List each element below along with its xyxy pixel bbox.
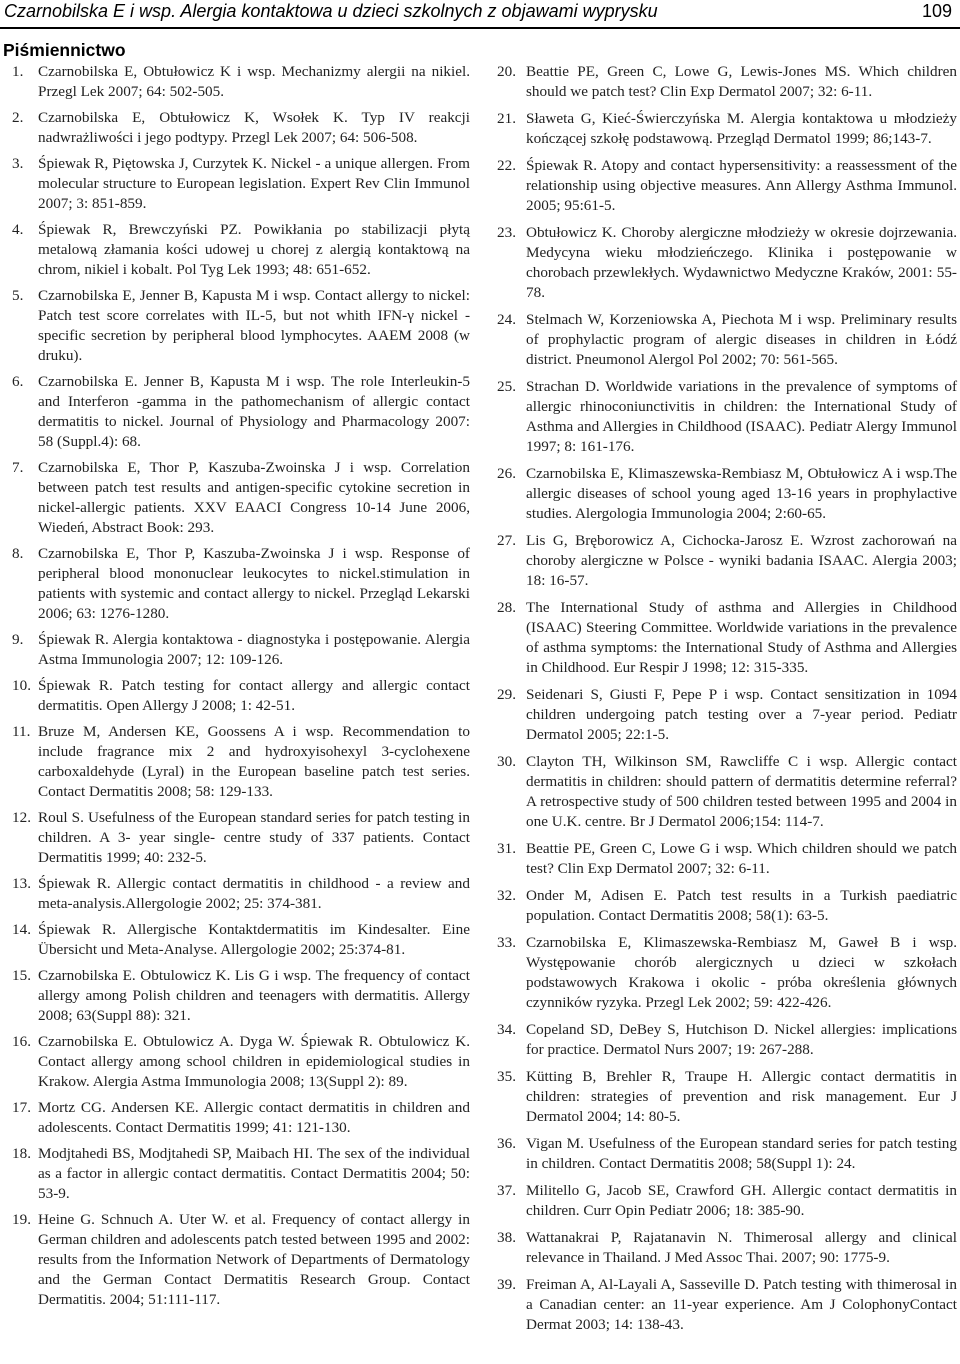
- reference-number: 5.: [12, 287, 24, 304]
- reference-text: Clayton TH, Wilkinson SM, Rawcliffe C i wsp. Allergic contact dermatitis in children: should pattern of dermatitis determine referral? A retrospective study of 500 children tested between 1995 and 2004 in one U.K. centre. Br J Dermatol 2006;154: 114-7.: [526, 753, 957, 830]
- reference-item: [5, 220, 470, 280]
- reference-number: 39.: [497, 1276, 516, 1293]
- running-header: [0, 0, 960, 30]
- reference-number: 24.: [497, 311, 516, 328]
- reference-item: [493, 1181, 957, 1221]
- reference-item: [5, 62, 470, 102]
- reference-item: [5, 920, 470, 960]
- reference-text: Czarnobilska E, Thor P, Kaszuba-Zwoinska J i wsp. Response of peripheral blood mononuclear leukocytes to nickel.stimulation in patients with systemic and contact allergy to nickel. Przegląd Lekarski 2006; 63: 1276-1280.: [38, 545, 470, 622]
- reference-number: 28.: [497, 599, 516, 616]
- reference-text: Bruze M, Andersen KE, Goossens A i wsp. Recommendation to include fragrance mix 2 and hydroxyisohexyl 3-cyclohexene carboxaldehyde (Lyral) in the European baseline patch test series. Contact Dermatitis 2008; 58: 129-133.: [38, 723, 470, 800]
- reference-text: Czarnobilska E, Jenner B, Kapusta M i wsp. Contact allergy to nickel: Patch test score correlates with IL-5, but not whith IFN-γ nickel - specific secretion by peripheral blood lymphocytes. AAEM 2008 (w druku).: [38, 287, 470, 364]
- reference-item: [493, 223, 957, 303]
- section-title: Piśmiennictwo: [3, 40, 126, 60]
- reference-number: 6.: [12, 373, 24, 390]
- references-left-column: [5, 62, 470, 1316]
- reference-text: Czarnobilska E. Obtulowicz A. Dyga W. Śpiewak R. Obtulowicz K. Contact allergy among school children in epidemiological studies in Krakow. Alergia Astma Immunologia 2008; 13(Suppl 2): 89.: [38, 1033, 470, 1090]
- reference-number: 29.: [497, 686, 516, 703]
- reference-text: Czarnobilska E, Thor P, Kaszuba-Zwoinska J i wsp. Correlation between patch test results and antigen-specific cytokine secretion in nickel-allergic patients. XXV EAACI Congress 10-14 June 2006, Wiedeń, Abstract Book: 293.: [38, 459, 470, 536]
- reference-number: 9.: [12, 631, 24, 648]
- running-title: Czarnobilska E i wsp. Alergia kontaktowa u dzieci szkolnych z objawami wyprysku: [4, 1, 658, 21]
- reference-text: Modjtahedi BS, Modjtahedi SP, Maibach HI. The sex of the individual as a factor in allergic contact dermatitis. Contact Dermatitis 2004; 50: 53-9.: [38, 1145, 470, 1202]
- reference-item: [493, 752, 957, 832]
- reference-item: [5, 372, 470, 452]
- reference-text: Czarnobilska E, Obtułowicz K i wsp. Mechanizmy alergii na nikiel. Przegl Lek 2007; 64: 502-505.: [38, 63, 470, 100]
- reference-number: 23.: [497, 224, 516, 241]
- reference-number: 17.: [12, 1099, 31, 1116]
- reference-item: [493, 531, 957, 591]
- reference-number: 22.: [497, 157, 516, 174]
- reference-item: [493, 377, 957, 457]
- reference-item: [493, 839, 957, 879]
- reference-number: 8.: [12, 545, 24, 562]
- reference-item: [5, 630, 470, 670]
- reference-item: [5, 286, 470, 366]
- reference-item: [493, 1067, 957, 1127]
- reference-text: Beattie PE, Green C, Lowe G i wsp. Which children should we patch test? Clin Exp Dermatol 2007; 32: 6-11.: [526, 840, 957, 877]
- reference-text: Seidenari S, Giusti F, Pepe P i wsp. Contact sensitization in 1094 children undergoing patch testing over a 7-year period. Pediatr Dermatol 2005; 22:1-5.: [526, 686, 957, 743]
- reference-number: 20.: [497, 63, 516, 80]
- reference-number: 36.: [497, 1135, 516, 1152]
- reference-text: Onder M, Adisen E. Patch test results in a Turkish paediatric population. Contact Dermatitis 2008; 58(1): 63-5.: [526, 887, 957, 924]
- reference-item: [493, 1020, 957, 1060]
- reference-text: Czarnobilska E, Klimaszewska-Rembiasz M, Obtułowicz A i wsp.The allergic diseases of school young aged 13-16 years in prophylactive studies. Alergologia Immunologia 2004; 2:60-65.: [526, 465, 957, 522]
- reference-number: 26.: [497, 465, 516, 482]
- reference-item: [5, 722, 470, 802]
- reference-item: [5, 458, 470, 538]
- reference-text: Śpiewak R, Brewczyński PZ. Powikłania po stabilizacji płytą metalową złamania kości udowej u chorej z alergią kontaktową na chrom, nikiel i kobalt. Pol Tyg Lek 1993; 48: 651-652.: [38, 221, 470, 278]
- reference-text: Freiman A, Al-Layali A, Sasseville D. Patch testing with thimerosal in a Canadian center: an 11-year experience. Am J ColophonyContact Dermat 2003; 14: 138-43.: [526, 1276, 957, 1333]
- reference-number: 15.: [12, 967, 31, 984]
- reference-number: 14.: [12, 921, 31, 938]
- reference-number: 4.: [12, 221, 24, 238]
- reference-number: 3.: [12, 155, 24, 172]
- reference-item: [493, 1134, 957, 1174]
- reference-number: 11.: [12, 723, 31, 740]
- reference-number: 35.: [497, 1068, 516, 1085]
- reference-text: Czarnobilska E, Klimaszewska-Rembiasz M, Gaweł B i wsp. Występowanie chorób alergicznych u dzieci w szkołach podstawowych Krakowa i okolic - próba określenia głównych czynników ryzyka. Przegl Lek 2002; 59: 422-426.: [526, 934, 957, 1011]
- reference-number: 30.: [497, 753, 516, 770]
- reference-text: Wattanakrai P, Rajatanavin N. Thimerosal allergy and clinical relevance in Thailand. J Med Assoc Thai. 2007; 90: 1775-9.: [526, 1229, 957, 1266]
- reference-item: [5, 154, 470, 214]
- reference-text: Copeland SD, DeBey S, Hutchison D. Nickel allergies: implications for practice. Dermatol Nurs 2007; 19: 267-288.: [526, 1021, 957, 1058]
- reference-number: 37.: [497, 1182, 516, 1199]
- reference-text: Heine G. Schnuch A. Uter W. et al. Frequency of contact allergy in German children and adolescents patch tested between 1995 and 2002: results from the Information Network of Departments of Dermatology and the German Contact Dermatitis Research Group. Contact Dermatitis. 2004; 51:111-117.: [38, 1211, 470, 1308]
- reference-text: Śpiewak R, Piętowska J, Curzytek K. Nickel - a unique allergen. From molecular structure to European legislation. Expert Rev Clin Immunol 2007; 3: 851-859.: [38, 155, 470, 212]
- reference-text: Vigan M. Usefulness of the European standard series for patch testing in children. Contact Dermatitis 2008; 58(Suppl 1): 24.: [526, 1135, 957, 1172]
- reference-text: Lis G, Bręborowicz A, Cichocka-Jarosz E. Wzrost zachorowań na choroby alergiczne w Polsce - wyniki badania ISAAC. Alergia 2003; 18: 16-57.: [526, 532, 957, 589]
- reference-text: Obtułowicz K. Choroby alergiczne młodzieży w okresie dojrzewania. Medycyna wieku młodzieńczego. Klinika i postępowanie w chorobach przewlekłych. Wydawnictwo Medyczne Kraków, 2001: 55-78.: [526, 224, 957, 301]
- reference-number: 27.: [497, 532, 516, 549]
- reference-text: Roul S. Usefulness of the European standard series for patch testing in children. A 3- year single- centre study of 337 patients. Contact Dermatitis 1999; 40: 232-5.: [38, 809, 470, 866]
- reference-item: [5, 1032, 470, 1092]
- reference-number: 38.: [497, 1229, 516, 1246]
- reference-item: [5, 544, 470, 624]
- reference-item: [493, 62, 957, 102]
- reference-number: 16.: [12, 1033, 31, 1050]
- reference-item: [5, 1144, 470, 1204]
- reference-text: Czarnobilska E. Jenner B, Kapusta M i wsp. The role Interleukin-5 and Interferon -gamma in the pathomechanism of allergic contact dermatitis to nickel. Journal of Physiology and Pharmacology 2007: 58 (Suppl.4): 68.: [38, 373, 470, 450]
- reference-number: 12.: [12, 809, 31, 826]
- reference-text: Sławeta G, Kieć-Świerczyńska M. Alergia kontaktowa u młodzieży kończącej szkołę podstawową. Przegląd Dermatol 1999; 86;143-7.: [526, 110, 957, 147]
- reference-item: [5, 1098, 470, 1138]
- reference-item: [493, 1275, 957, 1335]
- reference-text: Czarnobilska E. Obtulowicz K. Lis G i wsp. The frequency of contact allergy among Polish children and teenagers with dermatitis. Allergy 2008; 63(Suppl 88): 321.: [38, 967, 470, 1024]
- reference-text: Stelmach W, Korzeniowska A, Piechota M i wsp. Preliminary results of prophylactic program of alergic diseases in children in Łódź district. Pneumonol Alergol Pol 2002; 70: 561-565.: [526, 311, 957, 368]
- reference-item: [5, 808, 470, 868]
- reference-text: Mortz CG. Andersen KE. Allergic contact dermatitis in children and adolescents. Contact Dermatitis 1999; 41: 121-130.: [38, 1099, 470, 1136]
- reference-item: [5, 108, 470, 148]
- reference-number: 34.: [497, 1021, 516, 1038]
- reference-number: 25.: [497, 378, 516, 395]
- reference-item: [493, 685, 957, 745]
- reference-text: Beattie PE, Green C, Lowe G, Lewis-Jones MS. Which children should we patch test? Clin Exp Dermatol 2007; 32: 6-11.: [526, 63, 957, 100]
- reference-text: Śpiewak R. Atopy and contact hypersensitivity: a reassessment of the relationship using objective measures. Ann Allergy Asthma Immunol. 2005; 95:61-5.: [526, 157, 957, 214]
- reference-item: [493, 598, 957, 678]
- reference-item: [493, 310, 957, 370]
- reference-item: [493, 1228, 957, 1268]
- reference-text: Strachan D. Worldwide variations in the prevalence of symptoms of allergic rhinoconiunctivitis in children: the International Study of Asthma and Allergies in Childhood (ISAAC). Pediatr Alergy Immunol 1997; 8: 161-176.: [526, 378, 957, 455]
- reference-number: 21.: [497, 110, 516, 127]
- page-number: 109: [921, 1, 952, 21]
- reference-item: [493, 464, 957, 524]
- reference-number: 19.: [12, 1211, 31, 1228]
- reference-text: Śpiewak R. Allergische Kontaktdermatitis im Kindesalter. Eine Übersicht und Meta-Analyse. Allergologie 2002; 25:374-81.: [38, 921, 470, 958]
- reference-number: 7.: [12, 459, 24, 476]
- reference-number: 10.: [12, 677, 31, 694]
- reference-item: [493, 109, 957, 149]
- reference-text: Śpiewak R. Allergic contact dermatitis in childhood - a review and meta-analysis.Allergologie 2002; 25: 374-381.: [38, 875, 470, 912]
- reference-item: [493, 933, 957, 1013]
- reference-text: Śpiewak R. Patch testing for contact allergy and allergic contact dermatitis. Open Allergy J 2008; 1: 42-51.: [38, 677, 470, 714]
- reference-text: Czarnobilska E, Obtułowicz K, Wsołek K. Typ IV reakcji nadwrażliwości i jego podtypy. Przegl Lek 2007; 64: 506-508.: [38, 109, 470, 146]
- reference-item: [5, 1210, 470, 1310]
- reference-number: 31.: [497, 840, 516, 857]
- reference-item: [493, 886, 957, 926]
- reference-number: 32.: [497, 887, 516, 904]
- reference-item: [493, 156, 957, 216]
- reference-item: [5, 966, 470, 1026]
- reference-number: 1.: [12, 63, 24, 80]
- reference-number: 2.: [12, 109, 24, 126]
- reference-number: 33.: [497, 934, 516, 951]
- reference-item: [5, 676, 470, 716]
- reference-text: Kütting B, Brehler R, Traupe H. Allergic contact dermatitis in children: strategies of prevention and risk management. Eur J Dermatol 2004; 14: 80-5.: [526, 1068, 957, 1125]
- reference-number: 13.: [12, 875, 31, 892]
- references-right-column: [493, 62, 957, 1342]
- header-rule: [0, 27, 960, 29]
- reference-item: [5, 874, 470, 914]
- reference-text: Śpiewak R. Alergia kontaktowa - diagnostyka i postępowanie. Alergia Astma Immunologia 2007; 12: 109-126.: [38, 631, 470, 668]
- reference-text: Militello G, Jacob SE, Crawford GH. Allergic contact dermatitis in children. Curr Opin Pediatr 2006; 18: 385-90.: [526, 1182, 957, 1219]
- reference-number: 18.: [12, 1145, 31, 1162]
- reference-text: The International Study of asthma and Allergies in Childhood (ISAAC) Steering Committee. Worldwide variations in the prevalence of asthma symptoms: the International Study of Asthma and Allergies in Childhood. Eur Respir J 1998; 12: 315-335.: [526, 599, 957, 676]
